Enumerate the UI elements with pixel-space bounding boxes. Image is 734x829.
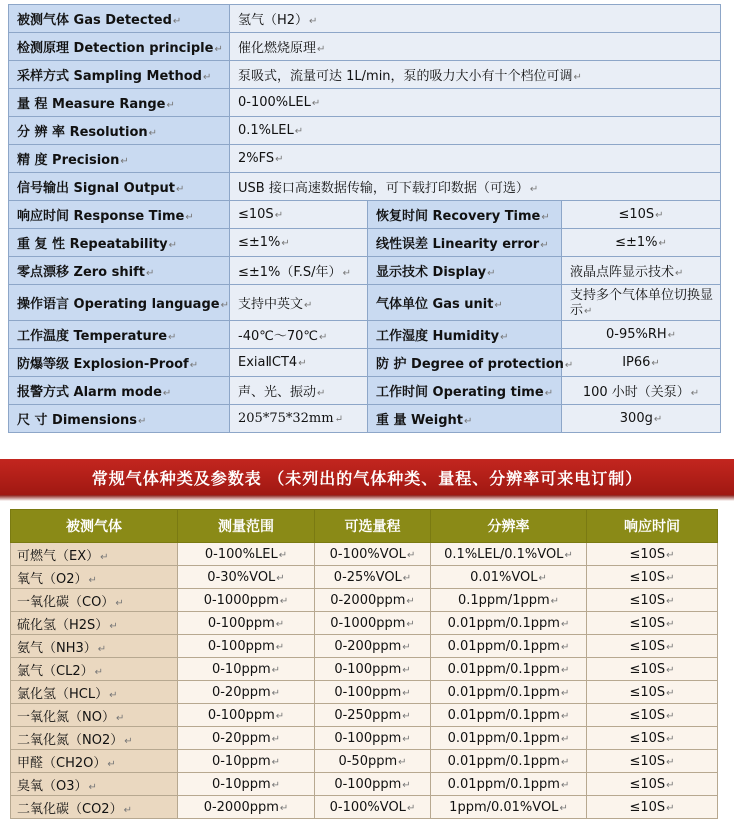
spec-label: 显示技术 Display↵ [368, 257, 562, 285]
paragraph-mark-icon: ↵ [294, 126, 304, 137]
paragraph-mark-icon: ↵ [279, 802, 289, 814]
spec-label: 重 复 性 Repeatability↵ [9, 229, 230, 257]
header-response-time: 响应时间 [587, 510, 718, 543]
paragraph-mark-icon: ↵ [334, 414, 343, 425]
paragraph-mark-icon: ↵ [271, 664, 281, 676]
range-cell: 0-10ppm↵ [178, 658, 315, 681]
paragraph-mark-icon: ↵ [279, 595, 289, 607]
gas-name-cell: 二氧化氮（NO2）↵ [11, 727, 178, 750]
paragraph-mark-icon: ↵ [123, 804, 132, 816]
spec-label: 采样方式 Sampling Method↵ [9, 61, 230, 89]
spec-value: 泵吸式，流量可达 1L/min，泵的吸力大小有十个档位可调↵ [230, 61, 721, 89]
spec-label: 尺 寸 Dimensions↵ [9, 405, 230, 433]
paragraph-mark-icon: ↵ [88, 574, 97, 586]
paragraph-mark-icon: ↵ [584, 305, 593, 317]
spec-row-explosion [9, 349, 721, 377]
spec-value: 0.1%LEL↵ [230, 117, 721, 145]
spec-value: IP66↵ [562, 349, 721, 377]
paragraph-mark-icon: ↵ [651, 358, 660, 369]
resolution-cell: 0.01ppm/0.1ppm↵ [431, 635, 587, 658]
spec-row-dimensions [9, 405, 721, 433]
spec-label: 分 辨 率 Resolution↵ [9, 117, 230, 145]
paragraph-mark-icon: ↵ [271, 733, 281, 745]
paragraph-mark-icon: ↵ [560, 687, 570, 699]
resolution-cell: 0.01ppm/0.1ppm↵ [431, 704, 587, 727]
spec-label: 工作温度 Temperature↵ [9, 321, 230, 349]
gas-table-banner: 常规气体种类及参数表 （未列出的气体种类、量程、分辨率可来电订制） [0, 459, 734, 495]
resolution-cell: 0.01ppm/0.1ppm↵ [431, 612, 587, 635]
spec-label: 恢复时间 Recovery Time↵ [368, 201, 562, 229]
paragraph-mark-icon: ↵ [666, 733, 675, 745]
paragraph-mark-icon: ↵ [168, 332, 177, 343]
spec-row-language [9, 285, 721, 321]
spec-row-temp [9, 321, 721, 349]
optional-range-cell: 0-100ppm↵ [315, 773, 431, 796]
response-time-cell: ≤10S↵ [587, 681, 718, 704]
table-row [11, 704, 718, 727]
spec-row-response [9, 201, 721, 229]
range-cell: 0-10ppm↵ [178, 750, 315, 773]
response-time-cell: ≤10S↵ [587, 796, 718, 819]
range-cell: 0-2000ppm↵ [178, 796, 315, 819]
paragraph-mark-icon: ↵ [541, 212, 550, 223]
resolution-cell: 0.01ppm/0.1ppm↵ [431, 773, 587, 796]
paragraph-mark-icon: ↵ [109, 689, 118, 701]
spec-value: 声、光、振动↵ [230, 377, 368, 405]
spec-label: 精 度 Precision↵ [9, 145, 230, 173]
range-cell: 0-20ppm↵ [178, 681, 315, 704]
spec-row-gas [9, 5, 721, 33]
spec-value: ≤±1%（F.S/年）↵ [230, 257, 368, 285]
paragraph-mark-icon: ↵ [538, 572, 547, 584]
header-gas: 被测气体 [11, 510, 178, 543]
paragraph-mark-icon: ↵ [402, 687, 411, 699]
optional-range-cell: 0-100%VOL↵ [315, 796, 431, 819]
paragraph-mark-icon: ↵ [402, 710, 411, 722]
paragraph-mark-icon: ↵ [124, 735, 133, 747]
paragraph-mark-icon: ↵ [560, 641, 570, 653]
paragraph-mark-icon: ↵ [304, 300, 313, 311]
banner-shadow [0, 495, 734, 501]
header-range: 测量范围 [178, 510, 315, 543]
gas-table-header [11, 510, 718, 543]
resolution-cell: 0.01ppm/0.1ppm↵ [431, 750, 587, 773]
paragraph-mark-icon: ↵ [463, 416, 473, 427]
spec-row-zero [9, 257, 721, 285]
paragraph-mark-icon: ↵ [274, 210, 284, 221]
spec-row-principle [9, 33, 721, 61]
response-time-cell: ≤10S↵ [587, 566, 718, 589]
paragraph-mark-icon: ↵ [100, 551, 109, 563]
gas-name-cell: 氯化氢（HCL）↵ [11, 681, 178, 704]
spec-row-range [9, 89, 721, 117]
resolution-cell: 0.1%LEL/0.1%VOL↵ [431, 543, 587, 566]
paragraph-mark-icon: ↵ [94, 666, 103, 678]
spec-value: ≤10S↵ [230, 201, 368, 229]
paragraph-mark-icon: ↵ [162, 388, 172, 399]
paragraph-mark-icon: ↵ [317, 388, 326, 399]
paragraph-mark-icon: ↵ [544, 388, 554, 399]
spec-table [8, 4, 721, 433]
paragraph-mark-icon: ↵ [168, 240, 178, 251]
paragraph-mark-icon: ↵ [402, 641, 411, 653]
optional-range-cell: 0-50ppm↵ [315, 750, 431, 773]
paragraph-mark-icon: ↵ [220, 300, 229, 311]
spec-row-alarm [9, 377, 721, 405]
spec-row-repeat [9, 229, 721, 257]
spec-label: 检测原理 Detection principle↵ [9, 33, 230, 61]
resolution-cell: 0.01%VOL↵ [431, 566, 587, 589]
paragraph-mark-icon: ↵ [666, 779, 675, 791]
response-time-cell: ≤10S↵ [587, 589, 718, 612]
paragraph-mark-icon: ↵ [667, 330, 677, 341]
response-time-cell: ≤10S↵ [587, 612, 718, 635]
paragraph-mark-icon: ↵ [655, 210, 664, 221]
table-row [11, 635, 718, 658]
spec-label: 工作时间 Operating time↵ [368, 377, 562, 405]
paragraph-mark-icon: ↵ [675, 268, 684, 279]
gas-name-cell: 氧气（O2）↵ [11, 566, 178, 589]
paragraph-mark-icon: ↵ [658, 238, 667, 249]
response-time-cell: ≤10S↵ [587, 543, 718, 566]
paragraph-mark-icon: ↵ [309, 16, 318, 27]
optional-range-cell: 0-100ppm↵ [315, 727, 431, 750]
header-resolution: 分辨率 [431, 510, 587, 543]
resolution-cell: 1ppm/0.01%VOL↵ [431, 796, 587, 819]
paragraph-mark-icon: ↵ [540, 240, 549, 251]
paragraph-mark-icon: ↵ [138, 416, 147, 427]
paragraph-mark-icon: ↵ [402, 572, 412, 584]
paragraph-mark-icon: ↵ [281, 238, 290, 249]
spec-value: 205*75*32mm↵ [230, 405, 368, 433]
paragraph-mark-icon: ↵ [276, 572, 285, 584]
paragraph-mark-icon: ↵ [564, 549, 573, 561]
paragraph-mark-icon: ↵ [175, 184, 185, 195]
gas-name-cell: 一氧化碳（CO）↵ [11, 589, 178, 612]
resolution-cell: 0.01ppm/0.1ppm↵ [431, 658, 587, 681]
range-cell: 0-20ppm↵ [178, 727, 315, 750]
response-time-cell: ≤10S↵ [587, 773, 718, 796]
spec-label: 报警方式 Alarm mode↵ [9, 377, 230, 405]
optional-range-cell: 0-100ppm↵ [315, 658, 431, 681]
spec-value: 氢气（H2）↵ [230, 5, 721, 33]
paragraph-mark-icon: ↵ [402, 664, 411, 676]
optional-range-cell: 0-2000ppm↵ [315, 589, 431, 612]
spec-label: 防爆等级 Explosion-Proof↵ [9, 349, 230, 377]
paragraph-mark-icon: ↵ [271, 779, 281, 791]
gas-parameter-table [10, 509, 718, 819]
header-optional-range: 可选量程 [315, 510, 431, 543]
response-time-cell: ≤10S↵ [587, 727, 718, 750]
table-row [11, 681, 718, 704]
paragraph-mark-icon: ↵ [120, 156, 129, 167]
paragraph-mark-icon: ↵ [342, 268, 351, 279]
response-time-cell: ≤10S↵ [587, 704, 718, 727]
spec-label: 气体单位 Gas unit↵ [368, 285, 562, 321]
optional-range-cell: 0-1000ppm↵ [315, 612, 431, 635]
spec-value: 液晶点阵显示技术↵ [562, 257, 721, 285]
spec-label: 信号输出 Signal Output↵ [9, 173, 230, 201]
range-cell: 0-100ppm↵ [178, 704, 315, 727]
paragraph-mark-icon: ↵ [115, 597, 124, 609]
table-row [11, 750, 718, 773]
range-cell: 0-100ppm↵ [178, 635, 315, 658]
spec-label: 线性误差 Linearity error↵ [368, 229, 562, 257]
paragraph-mark-icon: ↵ [115, 712, 125, 724]
paragraph-mark-icon: ↵ [666, 710, 675, 722]
paragraph-mark-icon: ↵ [529, 184, 539, 195]
paragraph-mark-icon: ↵ [402, 733, 411, 745]
paragraph-mark-icon: ↵ [666, 549, 675, 561]
table-row [11, 773, 718, 796]
paragraph-mark-icon: ↵ [666, 618, 675, 630]
gas-table-body [11, 543, 718, 819]
spec-value: 催化燃烧原理↵ [230, 33, 721, 61]
paragraph-mark-icon: ↵ [653, 414, 663, 425]
paragraph-mark-icon: ↵ [172, 16, 182, 27]
paragraph-mark-icon: ↵ [109, 620, 118, 632]
spec-label: 被测气体 Gas Detected↵ [9, 5, 230, 33]
paragraph-mark-icon: ↵ [402, 779, 411, 791]
gas-name-cell: 臭氧（O3）↵ [11, 773, 178, 796]
spec-label: 工作湿度 Humidity↵ [368, 321, 562, 349]
table-row [11, 796, 718, 819]
paragraph-mark-icon: ↵ [494, 300, 503, 311]
range-cell: 0-1000ppm↵ [178, 589, 315, 612]
range-cell: 0-30%VOL↵ [178, 566, 315, 589]
response-time-cell: ≤10S↵ [587, 750, 718, 773]
paragraph-mark-icon: ↵ [406, 618, 415, 630]
spec-row-resolution [9, 117, 721, 145]
table-row [11, 658, 718, 681]
table-row [11, 727, 718, 750]
spec-row-signal [9, 173, 721, 201]
spec-value: 支持多个气体单位切换显示↵ [562, 285, 721, 321]
paragraph-mark-icon: ↵ [666, 756, 675, 768]
paragraph-mark-icon: ↵ [275, 710, 285, 722]
range-cell: 0-10ppm↵ [178, 773, 315, 796]
paragraph-mark-icon: ↵ [560, 710, 570, 722]
paragraph-mark-icon: ↵ [145, 268, 155, 279]
paragraph-mark-icon: ↵ [214, 44, 223, 55]
spec-label: 响应时间 Response Time↵ [9, 201, 230, 229]
optional-range-cell: 0-25%VOL↵ [315, 566, 431, 589]
paragraph-mark-icon: ↵ [88, 781, 97, 793]
paragraph-mark-icon: ↵ [278, 549, 288, 561]
paragraph-mark-icon: ↵ [560, 664, 570, 676]
spec-label: 量 程 Measure Range↵ [9, 89, 230, 117]
paragraph-mark-icon: ↵ [398, 756, 407, 768]
paragraph-mark-icon: ↵ [317, 44, 326, 55]
spec-value: ≤±1%↵ [562, 229, 721, 257]
gas-name-cell: 甲醛（CH2O）↵ [11, 750, 178, 773]
paragraph-mark-icon: ↵ [298, 358, 307, 369]
range-cell: 0-100%LEL↵ [178, 543, 315, 566]
paragraph-mark-icon: ↵ [560, 618, 570, 630]
range-cell: 0-100ppm↵ [178, 612, 315, 635]
spec-value: USB 接口高速数据传输，可下载打印数据（可选）↵ [230, 173, 721, 201]
table-row [11, 543, 718, 566]
gas-name-cell: 氯气（CL2）↵ [11, 658, 178, 681]
spec-row-sampling [9, 61, 721, 89]
paragraph-mark-icon: ↵ [560, 779, 570, 791]
spec-value: 0-100%LEL↵ [230, 89, 721, 117]
spec-value: 支持中英文↵ [230, 285, 368, 321]
paragraph-mark-icon: ↵ [666, 641, 675, 653]
spec-label: 操作语言 Operating language↵ [9, 285, 230, 321]
paragraph-mark-icon: ↵ [500, 332, 509, 343]
paragraph-mark-icon: ↵ [166, 100, 175, 111]
resolution-cell: 0.1ppm/1ppm↵ [431, 589, 587, 612]
paragraph-mark-icon: ↵ [690, 388, 700, 399]
gas-name-cell: 硫化氢（H2S）↵ [11, 612, 178, 635]
paragraph-mark-icon: ↵ [559, 802, 568, 814]
paragraph-mark-icon: ↵ [148, 128, 158, 139]
paragraph-mark-icon: ↵ [271, 687, 281, 699]
spec-value: ExiaⅡCT4↵ [230, 349, 368, 377]
paragraph-mark-icon: ↵ [560, 733, 570, 745]
paragraph-mark-icon: ↵ [97, 643, 107, 655]
spec-value: ≤±1%↵ [230, 229, 368, 257]
paragraph-mark-icon: ↵ [666, 687, 675, 699]
paragraph-mark-icon: ↵ [185, 212, 194, 223]
table-row [11, 589, 718, 612]
spec-row-precision [9, 145, 721, 173]
paragraph-mark-icon: ↵ [560, 756, 570, 768]
spec-label: 重 量 Weight↵ [368, 405, 562, 433]
paragraph-mark-icon: ↵ [406, 595, 415, 607]
gas-name-cell: 氨气（NH3）↵ [11, 635, 178, 658]
paragraph-mark-icon: ↵ [666, 595, 675, 607]
paragraph-mark-icon: ↵ [666, 802, 675, 814]
table-row [11, 612, 718, 635]
table-row [11, 566, 718, 589]
paragraph-mark-icon: ↵ [271, 756, 281, 768]
optional-range-cell: 0-100%VOL↵ [315, 543, 431, 566]
spec-label: 零点漂移 Zero shift↵ [9, 257, 230, 285]
paragraph-mark-icon: ↵ [550, 595, 560, 607]
optional-range-cell: 0-200ppm↵ [315, 635, 431, 658]
gas-name-cell: 一氧化氮（NO）↵ [11, 704, 178, 727]
response-time-cell: ≤10S↵ [587, 635, 718, 658]
paragraph-mark-icon: ↵ [406, 802, 416, 814]
paragraph-mark-icon: ↵ [406, 549, 416, 561]
paragraph-mark-icon: ↵ [189, 360, 199, 371]
paragraph-mark-icon: ↵ [573, 72, 582, 83]
optional-range-cell: 0-250ppm↵ [315, 704, 431, 727]
spec-value: 0-95%RH↵ [562, 321, 721, 349]
spec-value: 2%FS↵ [230, 145, 721, 173]
paragraph-mark-icon: ↵ [666, 572, 675, 584]
spec-label: 防 护 Degree of protection↵ [368, 349, 562, 377]
paragraph-mark-icon: ↵ [311, 98, 321, 109]
paragraph-mark-icon: ↵ [275, 618, 285, 630]
spec-value: 300g↵ [562, 405, 721, 433]
paragraph-mark-icon: ↵ [666, 664, 675, 676]
paragraph-mark-icon: ↵ [275, 641, 285, 653]
spec-value: 100 小时（关泵）↵ [562, 377, 721, 405]
spec-value: ≤10S↵ [562, 201, 721, 229]
paragraph-mark-icon: ↵ [564, 360, 574, 371]
optional-range-cell: 0-100ppm↵ [315, 681, 431, 704]
paragraph-mark-icon: ↵ [107, 758, 116, 770]
paragraph-mark-icon: ↵ [318, 332, 328, 343]
spec-value: -40℃～70℃↵ [230, 321, 368, 349]
paragraph-mark-icon: ↵ [487, 268, 496, 279]
paragraph-mark-icon: ↵ [202, 72, 212, 83]
response-time-cell: ≤10S↵ [587, 658, 718, 681]
gas-name-cell: 二氧化碳（CO2）↵ [11, 796, 178, 819]
paragraph-mark-icon: ↵ [275, 154, 284, 165]
resolution-cell: 0.01ppm/0.1ppm↵ [431, 727, 587, 750]
resolution-cell: 0.01ppm/0.1ppm↵ [431, 681, 587, 704]
gas-name-cell: 可燃气（EX）↵ [11, 543, 178, 566]
